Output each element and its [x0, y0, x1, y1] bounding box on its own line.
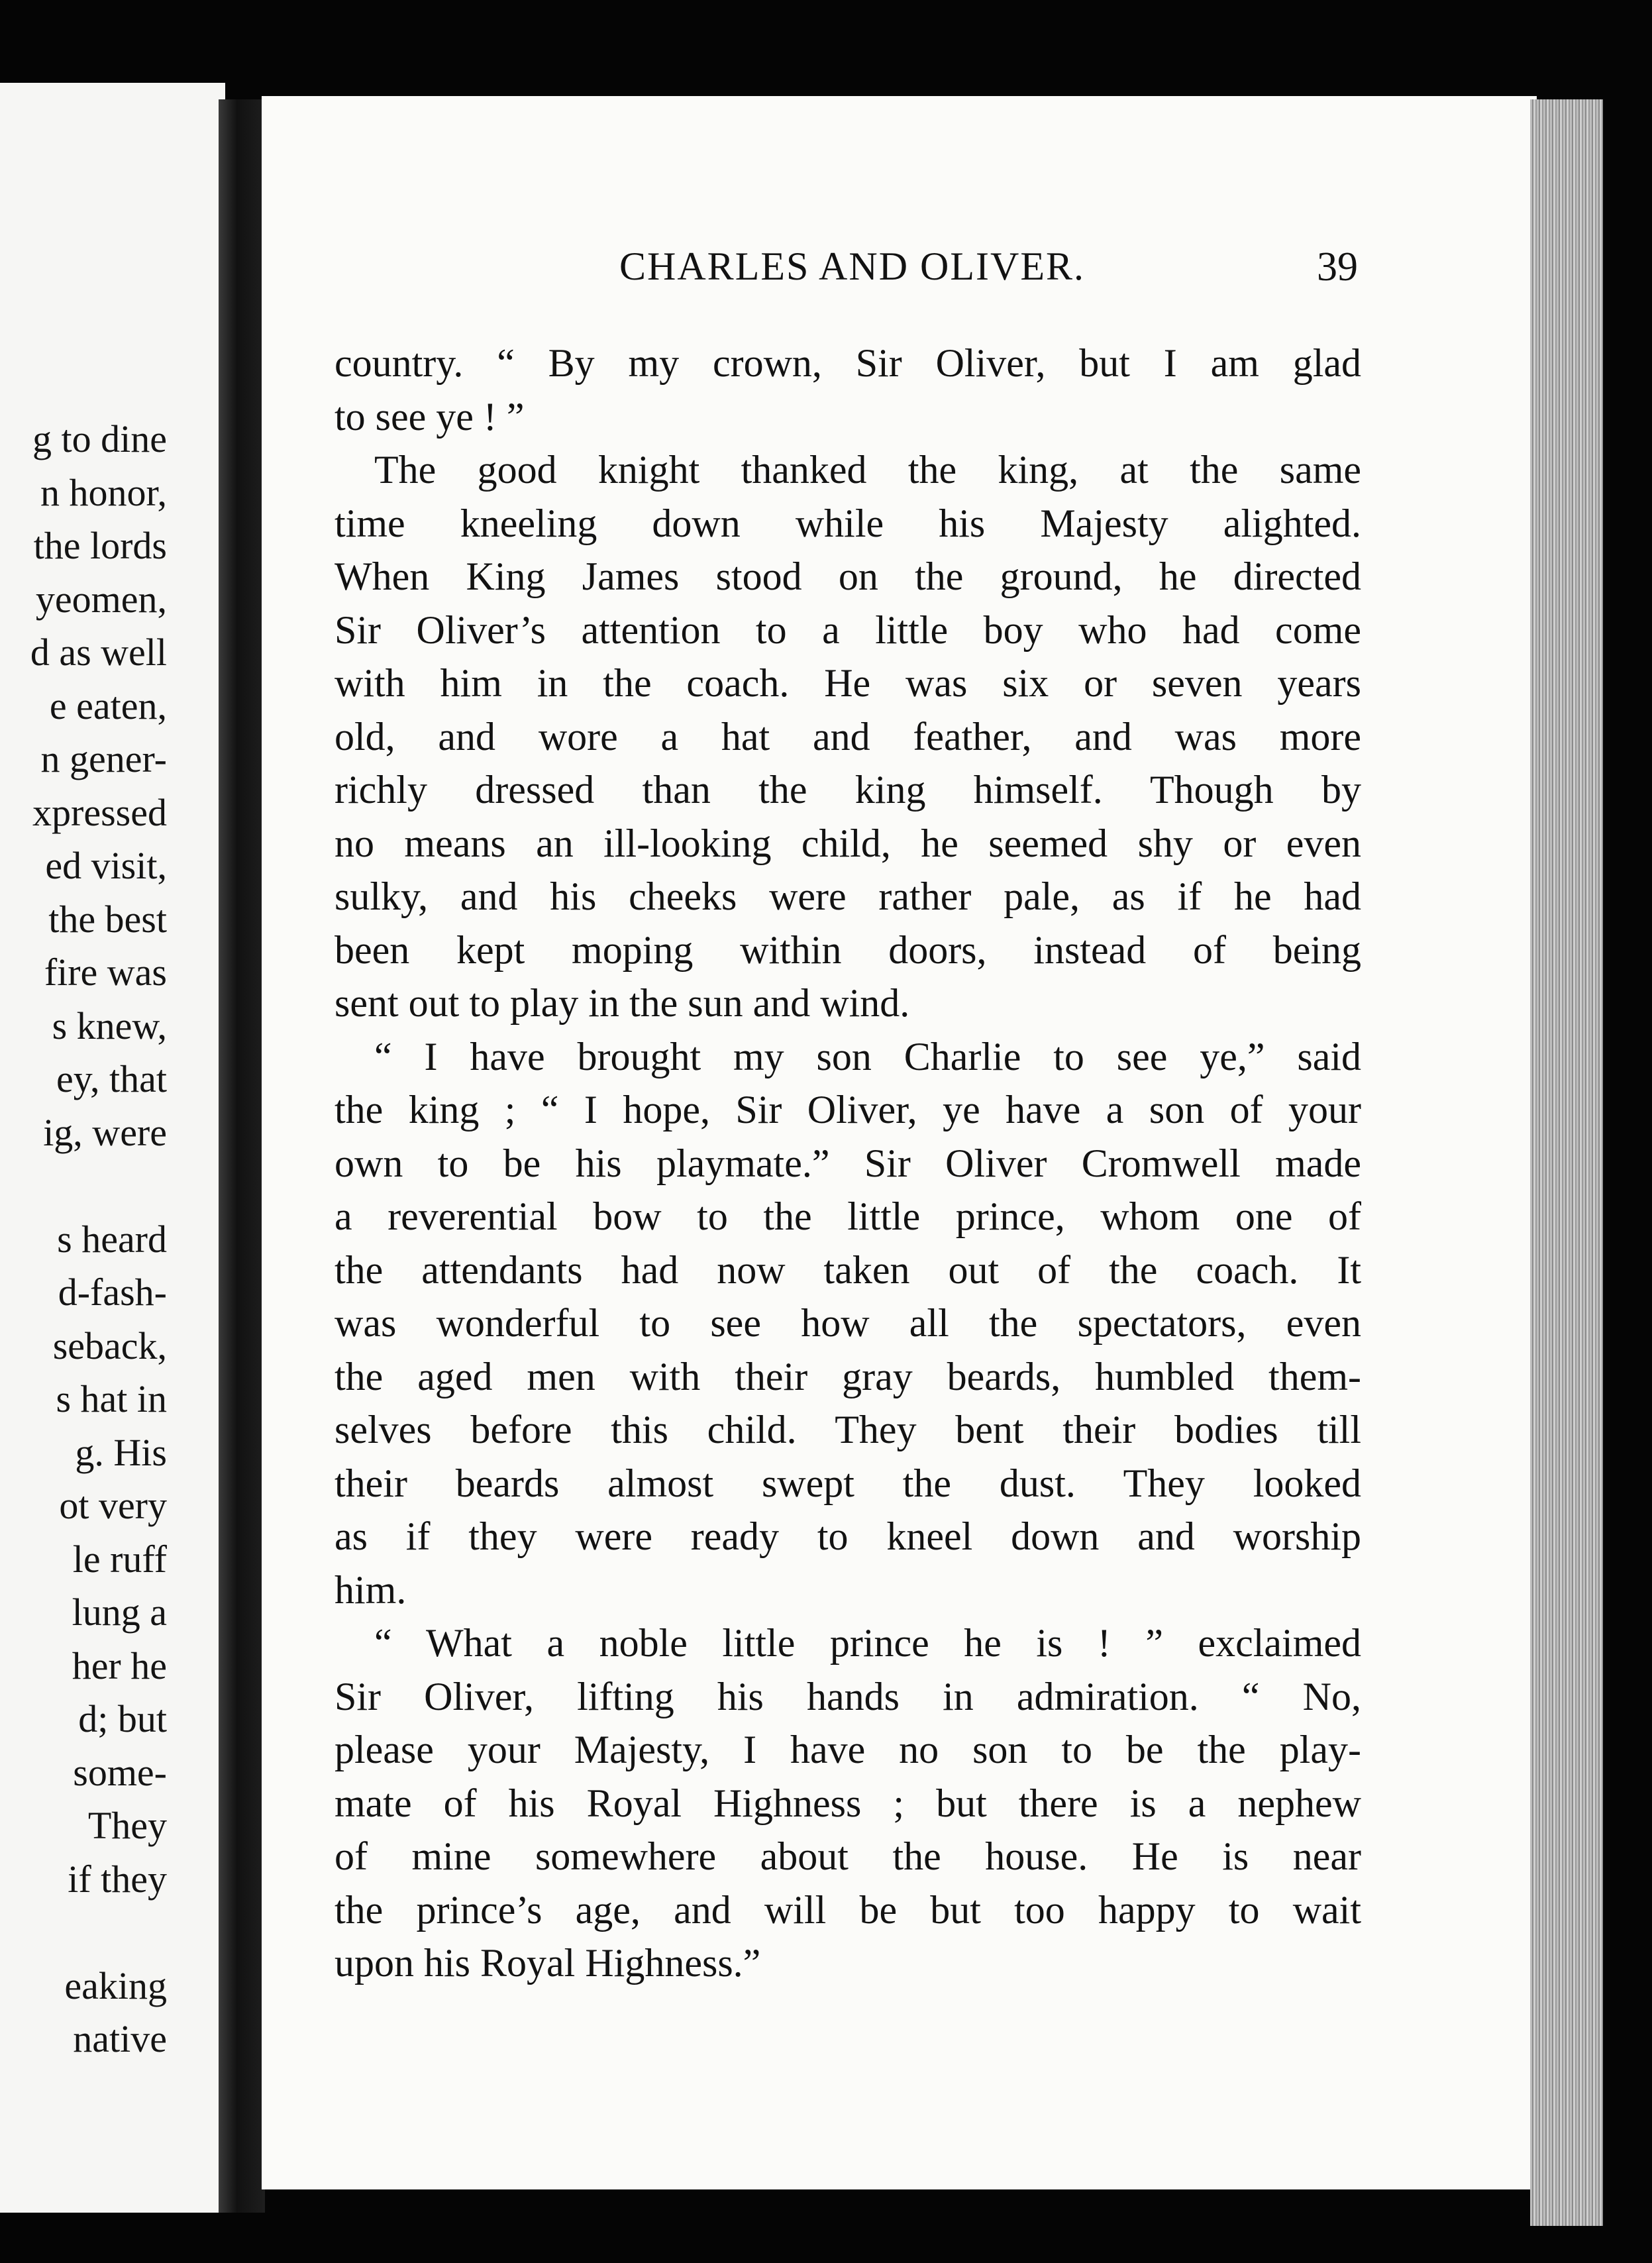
text-line: the prince’s age, and will be but too happy to wait: [335, 1887, 1361, 1932]
text-line: been kept moping within doors, instead of being: [335, 927, 1361, 972]
text-line: as if they were ready to kneel down and worship: [335, 1514, 1361, 1558]
left-line: s hat in: [56, 1377, 167, 1420]
left-line: native: [73, 2017, 167, 2060]
text-line: was wonderful to see how all the spectators, even: [335, 1301, 1361, 1345]
left-line: s heard: [57, 1217, 167, 1261]
left-line: s knew,: [52, 1004, 167, 1047]
page-number: 39: [1317, 244, 1358, 289]
text-line: with him in the coach. He was six or seven years: [335, 661, 1361, 705]
text-line: please your Majesty, I have no son to be the play-: [335, 1728, 1361, 1771]
text-line: The good knight thanked the king, at the same: [374, 448, 1361, 492]
left-line: d-fash-: [58, 1271, 167, 1314]
left-line: eaking: [64, 1964, 167, 2007]
left-line: g to dine: [32, 417, 167, 460]
text-line: upon his Royal Highness.”: [335, 1941, 761, 1985]
text-line: time kneeling down while his Majesty alighted.: [335, 501, 1361, 545]
text-line: selves before this child. They bent their bodies till: [335, 1408, 1361, 1451]
text-line: no means an ill-looking child, he seemed shy or even: [335, 821, 1361, 865]
left-line-blank: [30, 1906, 167, 1960]
text-line: sent out to play in the sun and wind.: [335, 981, 910, 1025]
text-line: own to be his playmate.” Sir Oliver Cromwell made: [335, 1141, 1361, 1185]
text-line: the king ; “ I hope, Sir Oliver, ye have a son of your: [335, 1088, 1361, 1132]
text-line: country. “ By my crown, Sir Oliver, but I am glad: [335, 341, 1361, 385]
left-line: g. His: [75, 1430, 167, 1474]
left-line: fire was: [44, 951, 167, 994]
left-line: d as well: [30, 631, 167, 674]
text-line: “ What a noble little prince he is ! ” exclaimed: [374, 1621, 1361, 1665]
left-page: [0, 83, 225, 2213]
text-line: him.: [335, 1567, 407, 1612]
left-line: le ruff: [72, 1537, 167, 1581]
text-line: the attendants had now taken out of the coach. It: [335, 1247, 1361, 1292]
left-line: if they: [68, 1857, 167, 1901]
page-edge: [1530, 99, 1603, 2226]
text-line: a reverential bow to the little prince, whom one of: [335, 1194, 1361, 1238]
left-line: ot very: [59, 1484, 167, 1527]
left-line: lung a: [72, 1591, 167, 1634]
left-line-blank: [30, 1159, 167, 1213]
text-line: richly dressed than the king himself. Though by: [335, 768, 1361, 812]
left-line: xpressed: [32, 790, 167, 834]
text-line: to see ye ! ”: [335, 394, 525, 439]
left-line: They: [87, 1804, 167, 1847]
left-line: the best: [48, 897, 167, 941]
left-line: seback,: [52, 1324, 167, 1367]
left-line: some-: [73, 1750, 167, 1794]
text-line: sulky, and his cheeks were rather pale, as if he had: [335, 874, 1361, 918]
left-line: ig, were: [43, 1110, 167, 1154]
left-line: the lords: [33, 524, 167, 567]
left-line: ey, that: [56, 1057, 167, 1100]
left-page-text: [30, 413, 167, 2066]
left-line: her he: [72, 1644, 167, 1687]
left-line: n gener-: [40, 737, 167, 780]
left-line: e eaten,: [49, 684, 167, 727]
text-line: When King James stood on the ground, he directed: [335, 554, 1361, 598]
text-line: their beards almost swept the dust. They looked: [335, 1461, 1361, 1505]
text-line: of mine somewhere about the house. He is near: [335, 1834, 1361, 1878]
text-line: mate of his Royal Highness ; but there is a nephew: [335, 1781, 1361, 1825]
left-line: yeomen,: [35, 577, 167, 621]
book-gutter: [219, 99, 265, 2213]
text-line: old, and wore a hat and feather, and was more: [335, 714, 1361, 759]
left-line: ed visit,: [45, 844, 167, 887]
text-line: “ I have brought my son Charlie to see ye,” said: [374, 1034, 1361, 1079]
text-line: the aged men with their gray beards, humbled them-: [335, 1354, 1361, 1398]
left-line: d; but: [78, 1697, 167, 1740]
running-head: CHARLES AND OLIVER.: [619, 244, 1086, 288]
body-text: [335, 337, 1361, 1990]
text-line: Sir Oliver’s attention to a little boy who had come: [335, 607, 1361, 652]
text-line: Sir Oliver, lifting his hands in admiration. “ No,: [335, 1674, 1361, 1718]
left-line: n honor,: [40, 470, 167, 514]
